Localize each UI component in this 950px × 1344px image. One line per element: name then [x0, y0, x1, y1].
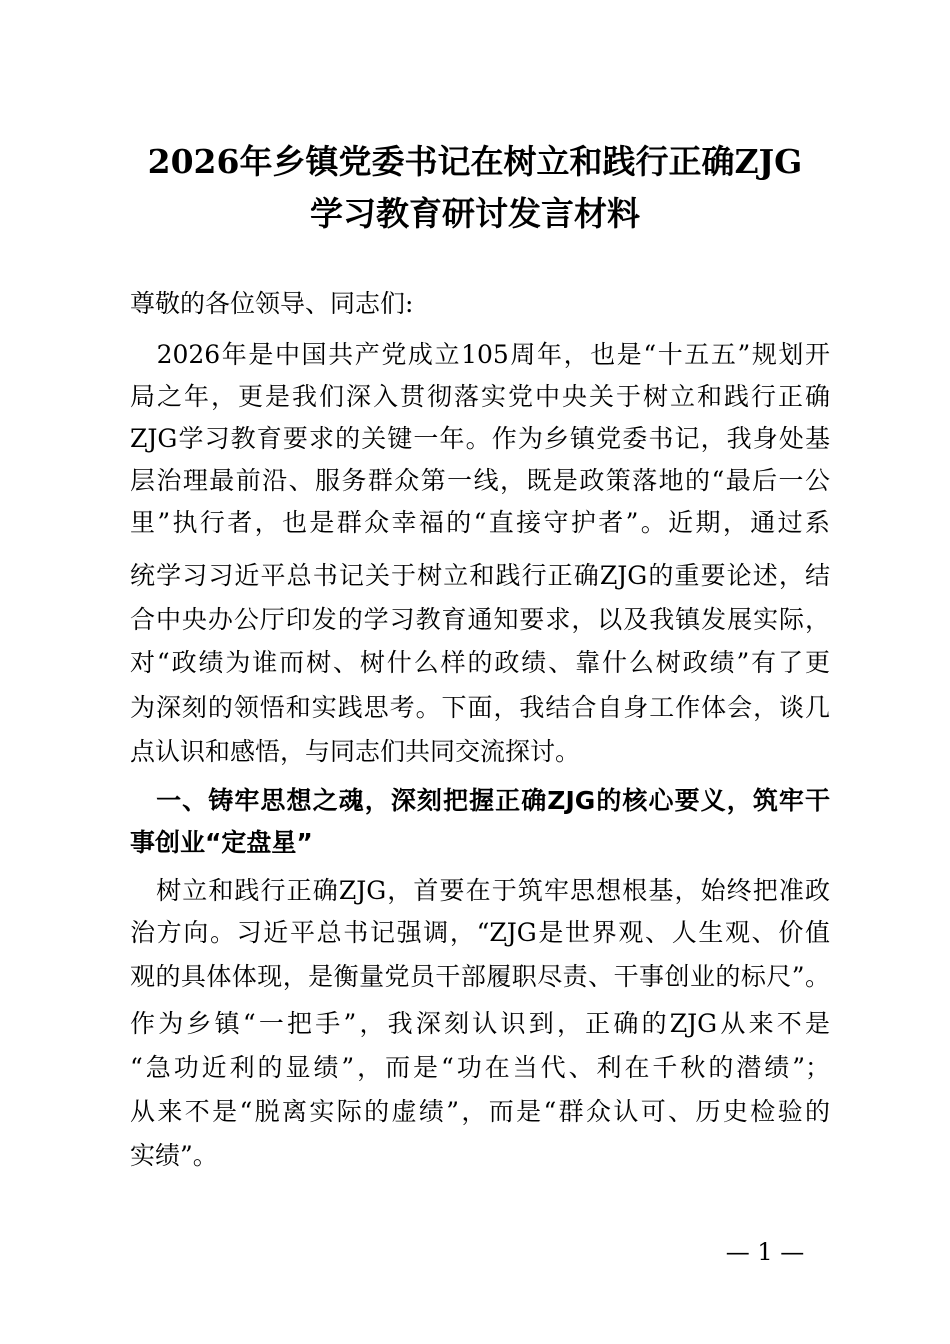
body-line: 合中央办公厅印发的学习教育通知要求，以及我镇发展实际，: [130, 605, 830, 634]
body-line: 里”执行者，也是群众幸福的“直接守护者”。近期，通过系: [130, 508, 830, 537]
salutation: 尊敬的各位领导、同志们:: [130, 289, 414, 318]
body-line: 治方向。习近平总书记强调，“ZJG是世界观、人生观、价值: [130, 918, 830, 947]
section-heading-line-2: 事创业“定盘星”: [130, 828, 313, 857]
body-line: 从来不是“脱离实际的虚绩”，而是“群众认可、历史检验的: [130, 1097, 830, 1126]
body-line: “急功近利的显绩”，而是“功在当代、利在千秋的潜绩”；: [130, 1053, 830, 1082]
body-line: 为深刻的领悟和实践思考。下面，我结合自身工作体会，谈几: [130, 693, 830, 722]
page-number: — 1 —: [725, 1238, 805, 1266]
body-line: 对“政绩为谁而树、树什么样的政绩、靠什么树政绩”有了更: [130, 648, 830, 677]
body-line: 树立和践行正确ZJG，首要在于筑牢思想根基，始终把准政: [130, 876, 830, 905]
body-line: 点认识和感悟，与同志们共同交流探讨。: [130, 737, 581, 766]
body-line: 层治理最前沿、服务群众第一线，既是政策落地的“最后一公: [130, 466, 830, 495]
body-line: 局之年，更是我们深入贯彻落实党中央关于树立和践行正确: [130, 382, 830, 411]
document-title-line-1: 2026年乡镇党委书记在树立和践行正确ZJG: [147, 142, 803, 181]
document-title-line-2: 学习教育研讨发言材料: [310, 194, 640, 233]
body-line: 作为乡镇“一把手”，我深刻认识到，正确的ZJG从来不是: [130, 1009, 830, 1038]
body-line: 2026年是中国共产党成立105周年，也是“十五五”规划开: [130, 340, 830, 369]
body-line: 观的具体体现，是衡量党员干部履职尽责、干事创业的标尺”。: [130, 962, 830, 991]
body-line: 统学习习近平总书记关于树立和践行正确ZJG的重要论述，结: [130, 561, 830, 590]
body-line: 实绩”。: [130, 1141, 218, 1170]
body-line: ZJG学习教育要求的关键一年。作为乡镇党委书记，我身处基: [130, 424, 830, 453]
section-heading-line-1: 一、铸牢思想之魂，深刻把握正确ZJG的核心要义，筑牢干: [130, 786, 830, 815]
